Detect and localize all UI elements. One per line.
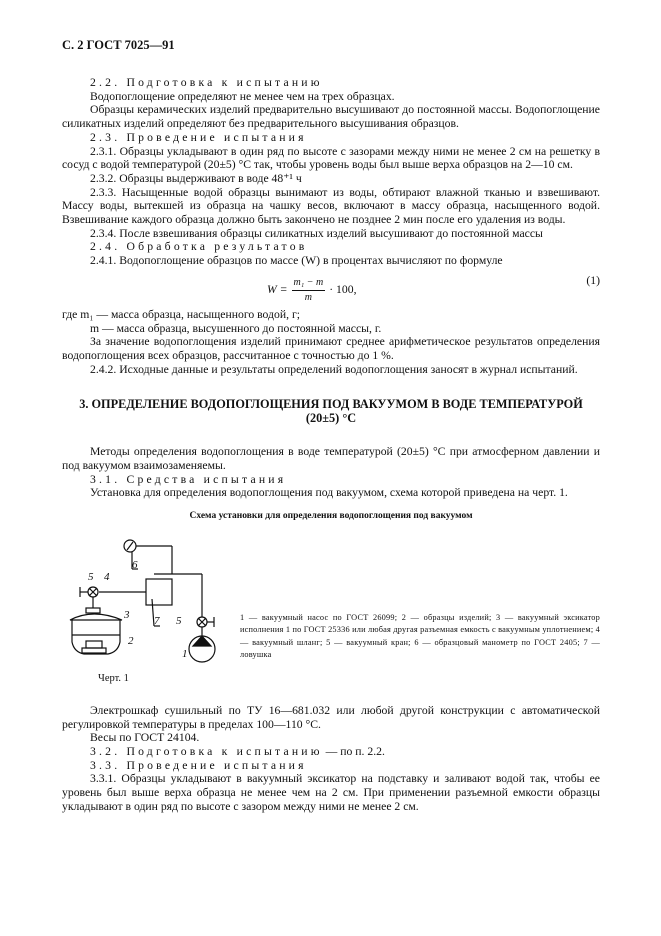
document-body <box>62 76 600 814</box>
label-5b: 5 <box>176 614 182 627</box>
paragraph: За значение водопоглощения изделий принимают среднее арифметическое результатов определения водопоглощения всех образцов, рассчитанное с точностью до 1 %. <box>62 335 600 362</box>
section-title: 3.3. Проведение испытания <box>90 758 307 772</box>
denominator: m <box>304 291 312 303</box>
paragraph: 2.3.1. Образцы укладывают в один ряд по высоте с зазорами между ними не менее 2 см на решетку в сосуд с водой температурой (20±5) °С так, чтобы уровень воды был выше верха образцов на 2—10 см. <box>62 144 600 172</box>
label-2: 2 <box>128 634 134 647</box>
figure <box>62 524 600 704</box>
paragraph: Установка для определения водопоглощения под вакуумом, схема которой приведена на черт. 1. <box>90 486 568 500</box>
paragraph: 2.3.2. Образцы выдерживают в воде 48⁺¹ ч <box>90 171 302 185</box>
label-7: 7 <box>154 614 160 627</box>
section-heading: 3. ОПРЕДЕЛЕНИЕ ВОДОПОГЛОЩЕНИЯ ПОД ВАКУУМОМ В ВОДЕ ТЕМПЕРАТУРОЙ (20±5) °С <box>79 397 583 425</box>
paragraph: 2.4.2. Исходные данные и результаты определений водопоглощения заносят в журнал испытаний. <box>90 362 578 376</box>
paragraph: 3.3.1. Образцы укладывают в вакуумный эксикатор на подставку и заливают водой так, чтобы ее уровень был выше верха образца не менее чем на 2 см. При применении разъемной емкости образцы укладывают в один ряд по высоте с зазором между ними не менее 2 см. <box>62 772 600 813</box>
fraction <box>292 276 326 304</box>
figure-legend: 1 — вакуумный насос по ГОСТ 26099; 2 — образцы изделий; 3 — вакуумный эксикатор исполнения 1 по ГОСТ 25336 или любая другая разъемная емкость с вакуумным уплотнением; 4 — вакуумный шланг; 5 — вакуумный кран; 6 — образцовый манометр по ГОСТ 2405; 7 — ловушка <box>240 612 600 660</box>
paragraph: m — масса образца, высушенного до постоянной массы, г. <box>90 321 382 335</box>
section-title: 3.1. Средства испытания <box>90 472 287 486</box>
label-4: 4 <box>104 570 110 583</box>
numerator: m₁ − m <box>292 276 326 291</box>
formula-number: (1) <box>586 273 600 287</box>
formula-lhs: W = <box>267 283 288 297</box>
figure-caption: Черт. 1 <box>98 672 129 684</box>
paragraph: Водопоглощение определяют не менее чем на трех образцах. <box>90 89 395 103</box>
label-6: 6 <box>132 558 138 571</box>
paragraph: Методы определения водопоглощения в воде температурой (20±5) °С при атмосферном давлении и под вакуумом взаимозаменяемы. <box>62 445 600 473</box>
vacuum-setup-diagram <box>62 524 232 669</box>
label-3: 3 <box>124 608 130 621</box>
section-title: 2.4. Обработка результатов <box>90 240 308 254</box>
formula-rhs: · 100, <box>329 283 357 297</box>
section-reference: — по п. 2.2. <box>322 744 385 758</box>
label-5: 5 <box>88 570 94 583</box>
page-header: С. 2 ГОСТ 7025—91 <box>62 38 175 52</box>
formula <box>62 268 600 308</box>
paragraph: Электрошкаф сушильный по ТУ 16—681.032 или любой другой конструкции с автоматической регулировкой температуры в пределах 100—110 °С. <box>62 703 600 731</box>
paragraph: 2.4.1. Водопоглощение образцов по массе (W) в процентах вычисляют по формуле <box>90 254 503 268</box>
figure-title: Схема установки для определения водопоглощения под вакуумом <box>189 511 473 522</box>
paragraph: Образцы керамических изделий предварительно высушивают до постоянной массы. Водопоглощение силикатных изделий определяют без предварительного высушивания образцов. <box>62 103 600 131</box>
paragraph: 2.3.3. Насыщенные водой образцы вынимают из воды, обтирают влажной тканью и взвешивают. Массу воды, вытекшей из образца на чашку весов, включают в массу образца, насыщенного водой. Взвешивание каждого образца должно быть закончено не позднее 2 мин после его удаления из воды. <box>62 185 600 227</box>
label-1: 1 <box>182 647 188 660</box>
section-title: 2.2. Подготовка к испытанию <box>90 76 323 89</box>
paragraph: где m₁ — масса образца, насыщенного водой, г; <box>62 307 300 321</box>
paragraph <box>62 745 600 759</box>
paragraph: 2.3.4. После взвешивания образцы силикатных изделий высушивают до постоянной массы <box>90 226 543 240</box>
section-title: 3.2. Подготовка к испытанию <box>90 744 323 758</box>
section-title: 2.3. Проведение испытания <box>90 130 307 144</box>
paragraph: Весы по ГОСТ 24104. <box>90 731 200 745</box>
